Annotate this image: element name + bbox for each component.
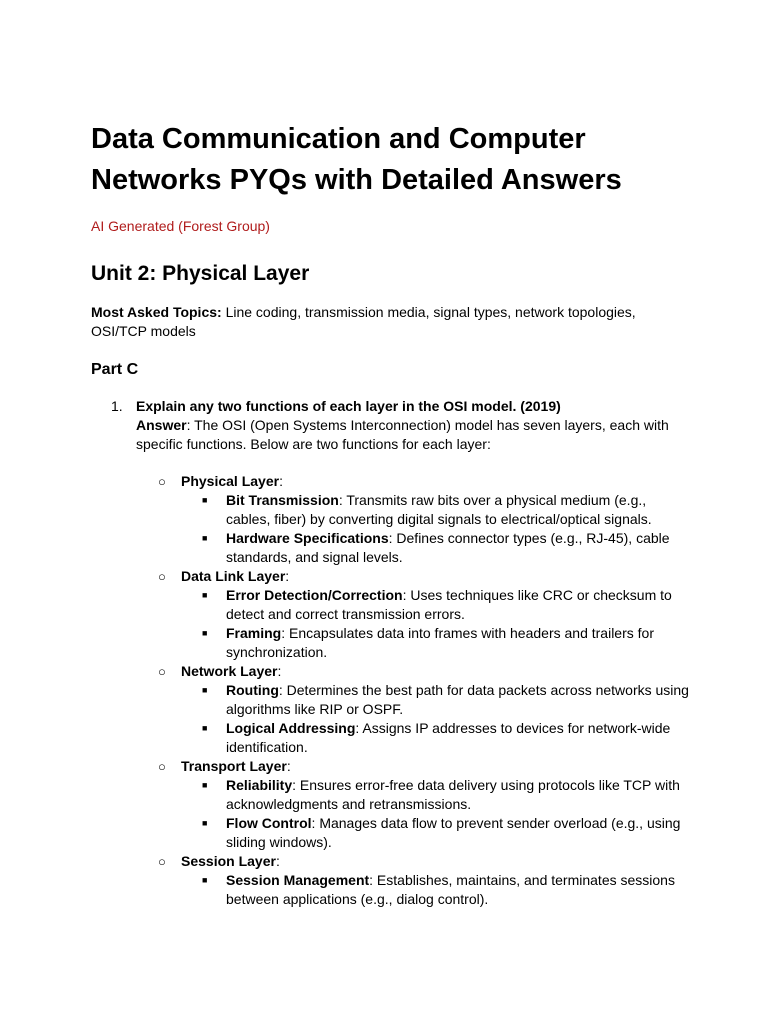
filled-square-bullet-icon: ■ xyxy=(202,495,208,505)
hollow-circle-bullet-icon: ○ xyxy=(158,474,166,489)
topics-text: Line coding, transmission media, signal types, network topologies, OSI/TCP models xyxy=(91,304,636,339)
function-name: Hardware Specifications xyxy=(226,530,389,546)
filled-square-bullet-icon: ■ xyxy=(202,685,208,695)
function-item xyxy=(181,681,691,719)
filled-square-bullet-icon: ■ xyxy=(202,590,208,600)
function-item xyxy=(181,719,691,757)
function-description: : Assigns IP addresses to devices for network-wide identification. xyxy=(226,720,671,755)
unit-heading: Unit 2: Physical Layer xyxy=(91,262,310,285)
layer-heading xyxy=(181,757,691,776)
layer-colon: : xyxy=(279,473,283,489)
function-description: : Encapsulates data into frames with headers and trailers for synchronization. xyxy=(226,625,654,660)
function-name: Framing xyxy=(226,625,282,641)
layer-name: Session Layer xyxy=(181,853,276,869)
question-item xyxy=(91,397,691,909)
layer-item xyxy=(136,472,691,567)
document-title: Data Communication and Computer Networks PYQs with Detailed Answers xyxy=(91,123,622,196)
layer-name: Network Layer xyxy=(181,663,278,679)
function-list xyxy=(181,871,691,909)
function-name: Session Management xyxy=(226,872,370,888)
topics-label: Most Asked Topics: xyxy=(91,304,222,320)
filled-square-bullet-icon: ■ xyxy=(202,818,208,828)
function-name: Error Detection/Correction xyxy=(226,587,403,603)
function-item xyxy=(181,624,691,662)
layer-name: Transport Layer xyxy=(181,758,287,774)
function-name: Bit Transmission xyxy=(226,492,339,508)
function-description: : Defines connector types (e.g., RJ-45), cable standards, and signal levels. xyxy=(226,530,670,565)
function-item xyxy=(181,871,691,909)
function-name: Reliability xyxy=(226,777,293,793)
part-heading: Part C xyxy=(91,361,139,378)
answer-label: Answer xyxy=(136,417,187,433)
layers-list xyxy=(136,472,691,909)
layer-item xyxy=(136,757,691,852)
filled-square-bullet-icon: ■ xyxy=(202,628,208,638)
hollow-circle-bullet-icon: ○ xyxy=(158,854,166,869)
function-description: : Uses techniques like CRC or checksum to detect and correct transmission errors. xyxy=(226,587,672,622)
layer-name: Data Link Layer xyxy=(181,568,286,584)
filled-square-bullet-icon: ■ xyxy=(202,533,208,543)
answer-text: : The OSI (Open Systems Interconnection) model has seven layers, each with specific functions. Below are two functions for each layer: xyxy=(136,417,669,452)
function-list xyxy=(181,586,691,662)
layer-heading xyxy=(181,472,691,491)
layer-heading xyxy=(181,567,691,586)
function-item xyxy=(181,776,691,814)
layer-colon: : xyxy=(275,853,280,869)
function-description: : Transmits raw bits over a physical medium (e.g., cables, fiber) by converting digital signals to electrical/optical signals. xyxy=(226,492,652,527)
hollow-circle-bullet-icon: ○ xyxy=(158,664,166,679)
function-description: : Establishes, maintains, and terminates sessions between applications (e.g., dialog control). xyxy=(226,872,675,907)
layer-colon: : xyxy=(286,758,291,774)
most-asked-topics xyxy=(91,303,651,341)
filled-square-bullet-icon: ■ xyxy=(202,875,208,885)
function-item xyxy=(181,586,691,624)
function-list xyxy=(181,681,691,757)
filled-square-bullet-icon: ■ xyxy=(202,723,208,733)
function-item xyxy=(181,529,691,567)
function-description: : Manages data flow to prevent sender overload (e.g., using sliding windows). xyxy=(226,815,681,850)
layer-item xyxy=(136,662,691,757)
question-body xyxy=(136,397,691,909)
function-name: Flow Control xyxy=(226,815,312,831)
function-list xyxy=(181,776,691,852)
layer-colon: : xyxy=(277,663,282,679)
hollow-circle-bullet-icon: ○ xyxy=(158,759,166,774)
layer-item xyxy=(136,852,691,909)
function-item xyxy=(181,814,691,852)
hollow-circle-bullet-icon: ○ xyxy=(158,569,166,584)
function-name: Routing xyxy=(226,682,279,698)
layer-heading xyxy=(181,662,691,681)
layer-heading xyxy=(181,852,691,871)
function-description: : Determines the best path for data packets across networks using algorithms like RIP or OSPF. xyxy=(226,682,689,717)
function-list xyxy=(181,491,691,567)
function-name: Logical Addressing xyxy=(226,720,356,736)
layer-item xyxy=(136,567,691,662)
layer-name: Physical Layer xyxy=(181,473,280,489)
answer-paragraph xyxy=(136,416,691,454)
function-description: : Ensures error-free data delivery using protocols like TCP with acknowledgments and retransmissions. xyxy=(226,777,680,812)
question-text: Explain any two functions of each layer in the OSI model. (2019) xyxy=(136,398,561,414)
layer-colon: : xyxy=(285,568,290,584)
subtitle: AI Generated (Forest Group) xyxy=(91,218,270,234)
filled-square-bullet-icon: ■ xyxy=(202,780,208,790)
question-number: 1. xyxy=(111,398,123,414)
function-item xyxy=(181,491,691,529)
